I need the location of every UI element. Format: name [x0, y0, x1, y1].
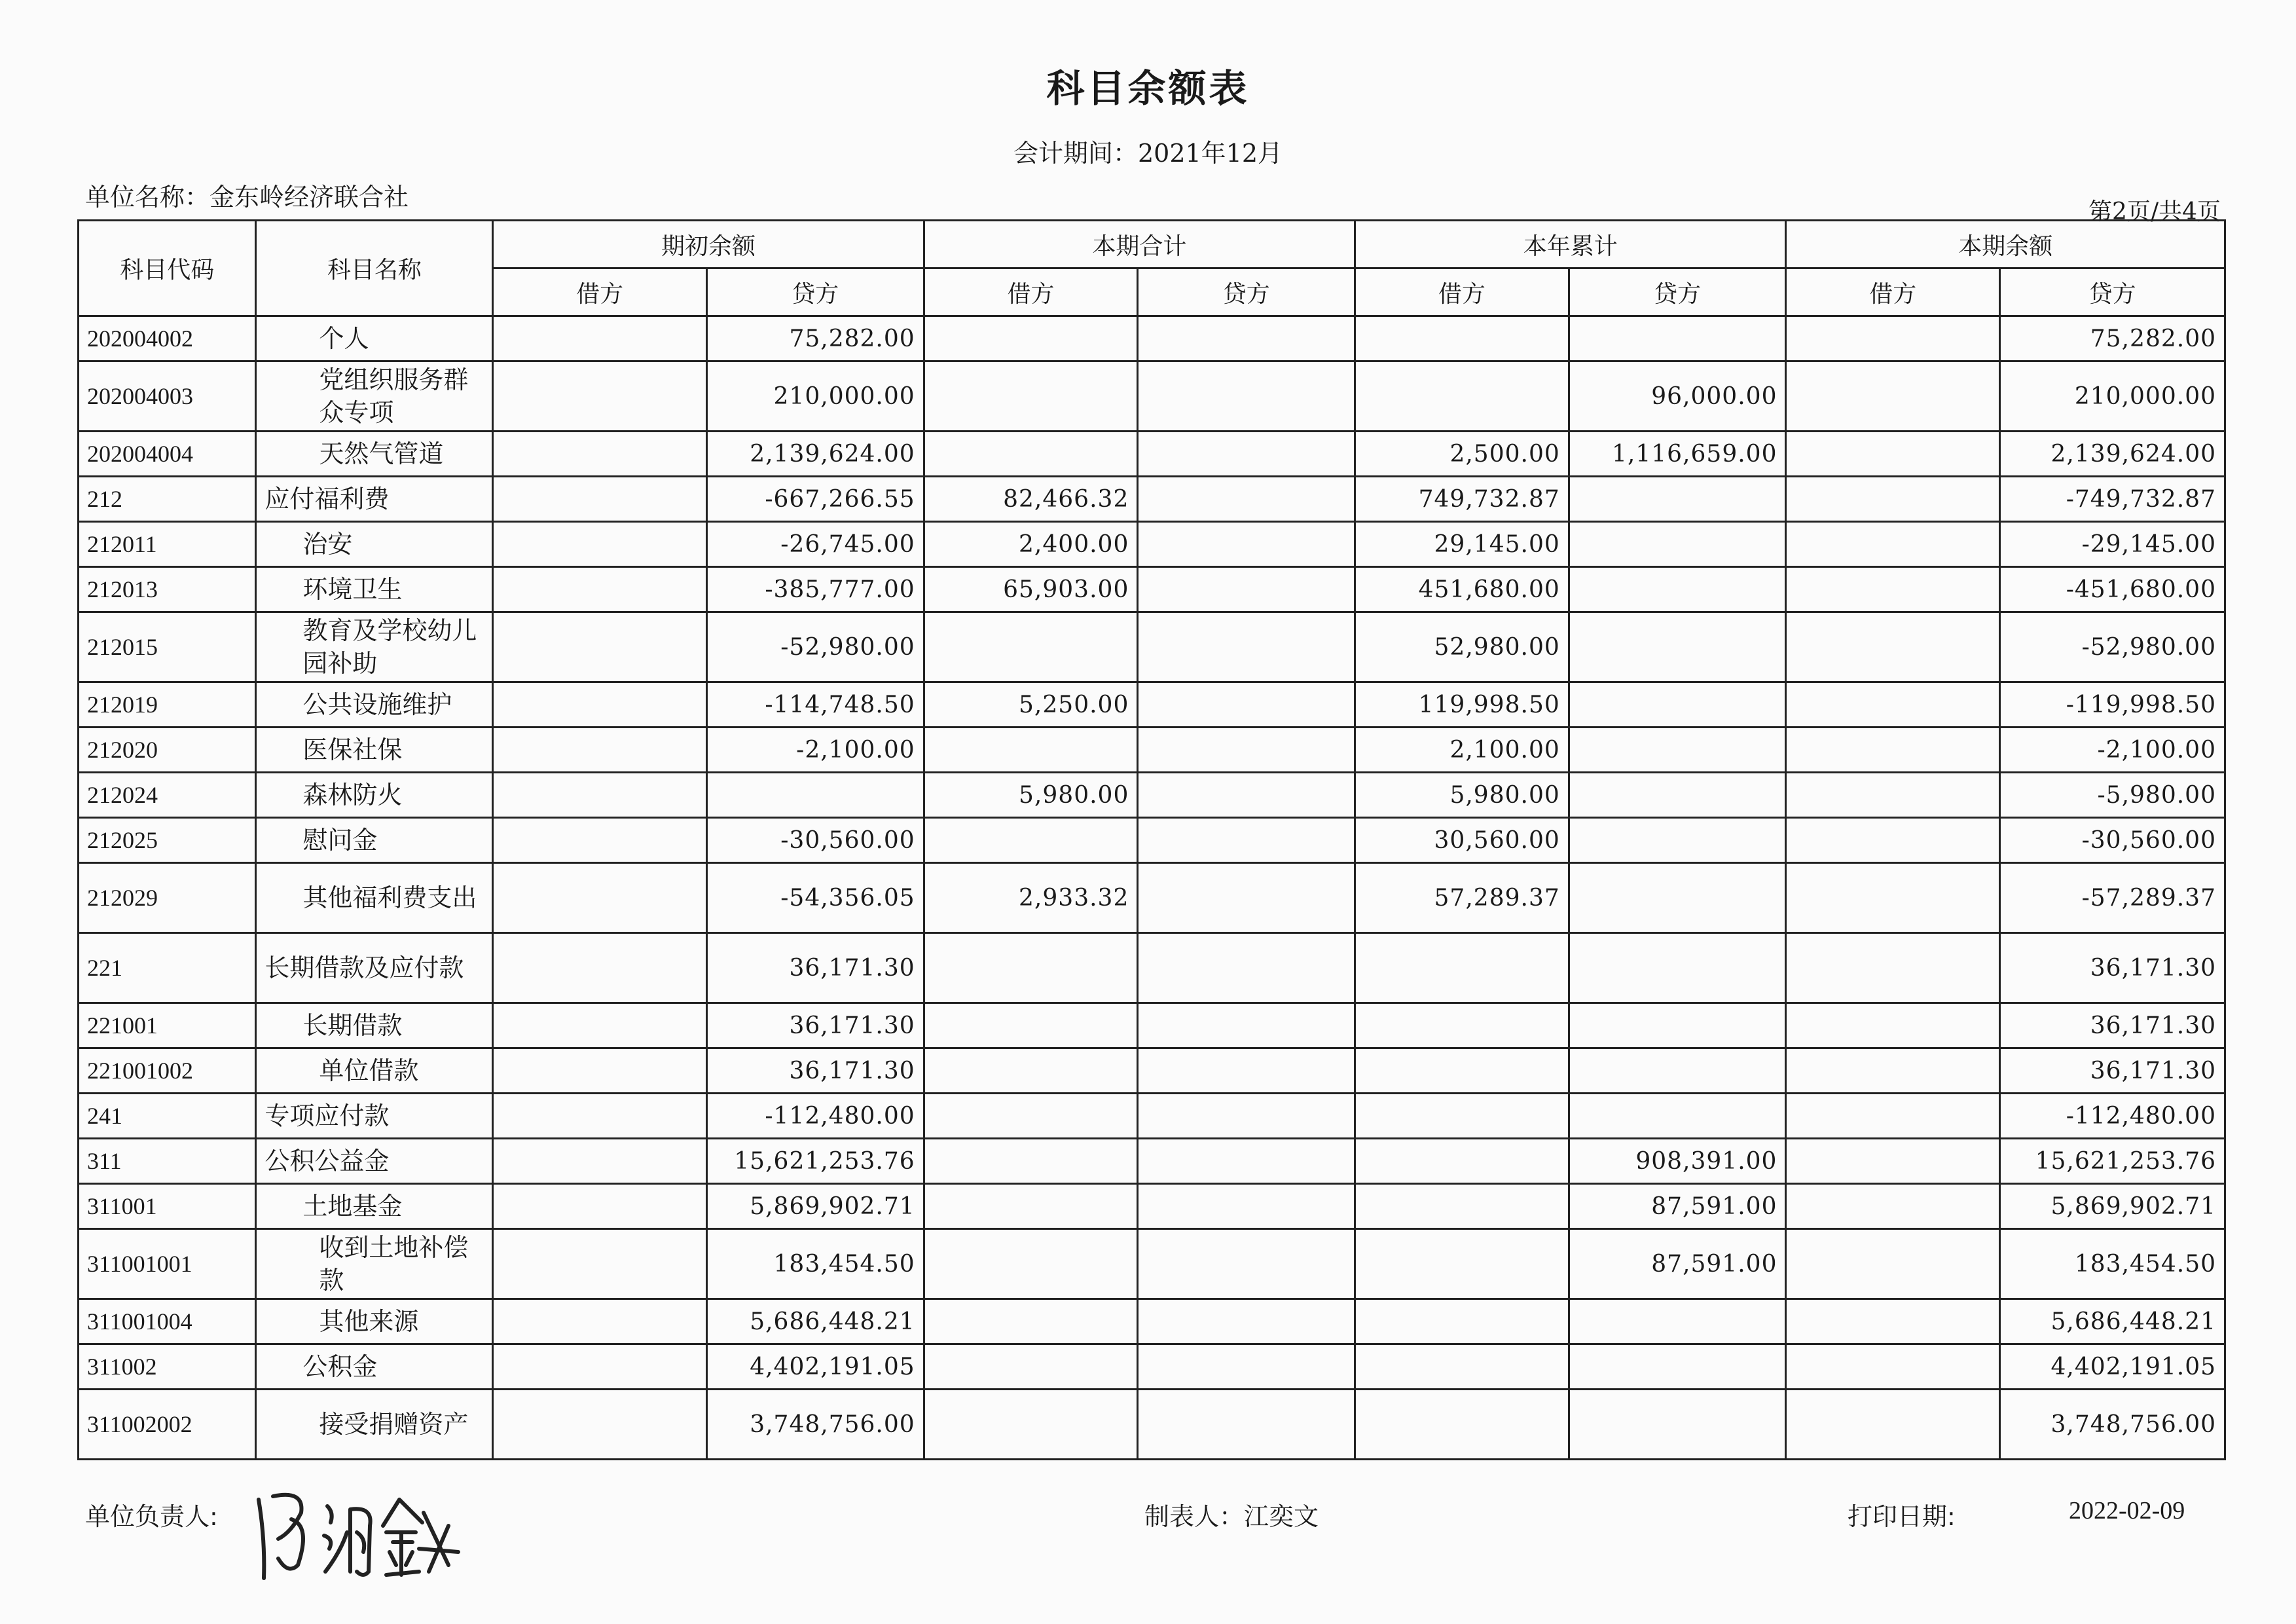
amount-end-dr: [1786, 522, 2000, 567]
table-row: [79, 361, 2225, 432]
amount-ytd-dr: 119,998.50: [1355, 682, 1569, 728]
amount-ytd-cr: 87,591.00: [1569, 1184, 1786, 1229]
amount-per-cr: [1138, 728, 1355, 773]
table-row: [79, 818, 2225, 863]
amount-ytd-cr: [1569, 1390, 1786, 1460]
account-code: 311001001: [79, 1229, 256, 1299]
amount-end-dr: [1786, 1003, 2000, 1048]
amount-open-dr: [493, 522, 707, 567]
amount-open-dr: [493, 1003, 707, 1048]
account-name: 党组织服务群众专项: [256, 361, 493, 432]
account-code: 212029: [79, 863, 256, 933]
amount-open-cr: 2,139,624.00: [706, 432, 924, 477]
amount-end-dr: [1786, 432, 2000, 477]
amount-per-cr: [1138, 773, 1355, 818]
amount-end-dr: [1786, 1048, 2000, 1094]
amount-end-cr: -5,980.00: [2000, 773, 2225, 818]
amount-end-cr: -749,732.87: [2000, 477, 2225, 522]
amount-per-dr: [924, 1390, 1138, 1460]
amount-ytd-cr: [1569, 1048, 1786, 1094]
amount-per-dr: 2,400.00: [924, 522, 1138, 567]
amount-ytd-dr: 5,980.00: [1355, 773, 1569, 818]
amount-per-cr: [1138, 1094, 1355, 1139]
account-name: 其他来源: [256, 1299, 493, 1344]
amount-end-dr: [1786, 477, 2000, 522]
signature-image: [252, 1486, 468, 1585]
table-row: [79, 522, 2225, 567]
account-name: 个人: [256, 316, 493, 361]
amount-end-cr: 3,748,756.00: [2000, 1390, 2225, 1460]
account-code: 221001: [79, 1003, 256, 1048]
amount-end-dr: [1786, 1344, 2000, 1390]
amount-per-cr: [1138, 477, 1355, 522]
account-code: 202004003: [79, 361, 256, 432]
amount-open-cr: -112,480.00: [706, 1094, 924, 1139]
print-date-label: 打印日期:: [1848, 1502, 1956, 1531]
amount-open-dr: [493, 1184, 707, 1229]
amount-open-cr: -2,100.00: [706, 728, 924, 773]
amount-end-dr: [1786, 773, 2000, 818]
amount-ytd-cr: [1569, 1299, 1786, 1344]
account-code: 212015: [79, 612, 256, 682]
amount-per-dr: 5,250.00: [924, 682, 1138, 728]
header-debit: 借方: [924, 268, 1138, 316]
amount-open-cr: -30,560.00: [706, 818, 924, 863]
amount-ytd-cr: [1569, 863, 1786, 933]
amount-open-cr: 3,748,756.00: [706, 1390, 924, 1460]
header-opening-balance: 期初余额: [493, 221, 924, 268]
account-name: 应付福利费: [256, 477, 493, 522]
account-name: 公积金: [256, 1344, 493, 1390]
amount-open-cr: 36,171.30: [706, 1003, 924, 1048]
account-code: 212024: [79, 773, 256, 818]
amount-open-cr: 36,171.30: [706, 1048, 924, 1094]
table-row: [79, 728, 2225, 773]
account-name: 教育及学校幼儿园补助: [256, 612, 493, 682]
table-row: [79, 612, 2225, 682]
amount-open-dr: [493, 863, 707, 933]
amount-ytd-dr: [1355, 933, 1569, 1003]
account-code: 202004002: [79, 316, 256, 361]
amount-per-dr: [924, 1229, 1138, 1299]
amount-end-cr: -29,145.00: [2000, 522, 2225, 567]
amount-ytd-cr: [1569, 728, 1786, 773]
amount-per-cr: [1138, 567, 1355, 612]
amount-ytd-cr: [1569, 1344, 1786, 1390]
amount-open-dr: [493, 477, 707, 522]
manager-label: 单位负责人:: [85, 1502, 218, 1531]
amount-ytd-cr: [1569, 933, 1786, 1003]
amount-ytd-dr: [1355, 1139, 1569, 1184]
header-period-total: 本期合计: [924, 221, 1355, 268]
amount-end-dr: [1786, 863, 2000, 933]
account-code: 202004004: [79, 432, 256, 477]
amount-ytd-cr: [1569, 612, 1786, 682]
amount-end-cr: -112,480.00: [2000, 1094, 2225, 1139]
amount-end-cr: 4,402,191.05: [2000, 1344, 2225, 1390]
report-title: 科目余额表: [1046, 66, 1250, 111]
amount-per-cr: [1138, 1229, 1355, 1299]
amount-open-cr: -54,356.05: [706, 863, 924, 933]
header-debit: 借方: [493, 268, 707, 316]
amount-end-dr: [1786, 612, 2000, 682]
amount-per-dr: [924, 933, 1138, 1003]
header-credit: 贷方: [1569, 268, 1786, 316]
account-name: 天然气管道: [256, 432, 493, 477]
amount-end-cr: 210,000.00: [2000, 361, 2225, 432]
table-row: [79, 682, 2225, 728]
account-name: 治安: [256, 522, 493, 567]
accounting-period: 会计期间：2021年12月: [1013, 139, 1283, 168]
amount-per-dr: 65,903.00: [924, 567, 1138, 612]
amount-ytd-dr: [1355, 1003, 1569, 1048]
amount-ytd-dr: 30,560.00: [1355, 818, 1569, 863]
amount-end-cr: 5,869,902.71: [2000, 1184, 2225, 1229]
amount-open-dr: [493, 933, 707, 1003]
amount-ytd-cr: [1569, 682, 1786, 728]
amount-ytd-cr: [1569, 316, 1786, 361]
amount-per-cr: [1138, 1139, 1355, 1184]
account-code: 212: [79, 477, 256, 522]
header-ytd-total: 本年累计: [1355, 221, 1786, 268]
account-code: 311002002: [79, 1390, 256, 1460]
amount-open-cr: 210,000.00: [706, 361, 924, 432]
amount-ytd-dr: [1355, 1344, 1569, 1390]
amount-ytd-dr: [1355, 1184, 1569, 1229]
amount-per-dr: [924, 1184, 1138, 1229]
header-credit: 贷方: [1138, 268, 1355, 316]
account-code: 311002: [79, 1344, 256, 1390]
account-code: 221001002: [79, 1048, 256, 1094]
header-credit: 贷方: [706, 268, 924, 316]
amount-ytd-cr: 96,000.00: [1569, 361, 1786, 432]
amount-open-dr: [493, 728, 707, 773]
account-name: 森林防火: [256, 773, 493, 818]
amount-per-dr: [924, 432, 1138, 477]
account-name: 收到土地补偿款: [256, 1229, 493, 1299]
account-code: 221: [79, 933, 256, 1003]
amount-end-dr: [1786, 1390, 2000, 1460]
table-row: [79, 773, 2225, 818]
amount-per-cr: [1138, 522, 1355, 567]
amount-end-dr: [1786, 1184, 2000, 1229]
account-code: 212025: [79, 818, 256, 863]
amount-per-cr: [1138, 1299, 1355, 1344]
account-name: 长期借款: [256, 1003, 493, 1048]
amount-per-dr: 2,933.32: [924, 863, 1138, 933]
amount-end-dr: [1786, 933, 2000, 1003]
amount-open-cr: [706, 773, 924, 818]
amount-per-cr: [1138, 933, 1355, 1003]
amount-per-cr: [1138, 1048, 1355, 1094]
account-code: 212013: [79, 567, 256, 612]
amount-ytd-cr: [1569, 567, 1786, 612]
amount-open-dr: [493, 1390, 707, 1460]
amount-open-cr: 5,869,902.71: [706, 1184, 924, 1229]
amount-end-cr: -119,998.50: [2000, 682, 2225, 728]
amount-end-dr: [1786, 728, 2000, 773]
header-credit: 贷方: [2000, 268, 2225, 316]
amount-ytd-dr: 2,100.00: [1355, 728, 1569, 773]
account-code: 212019: [79, 682, 256, 728]
amount-per-dr: [924, 1094, 1138, 1139]
amount-per-dr: [924, 1003, 1138, 1048]
amount-end-cr: 5,686,448.21: [2000, 1299, 2225, 1344]
amount-per-cr: [1138, 432, 1355, 477]
amount-ytd-dr: 451,680.00: [1355, 567, 1569, 612]
amount-end-cr: -451,680.00: [2000, 567, 2225, 612]
header-ending-balance: 本期余额: [1786, 221, 2225, 268]
amount-end-dr: [1786, 316, 2000, 361]
table-row: [79, 567, 2225, 612]
amount-open-cr: -667,266.55: [706, 477, 924, 522]
table-row: [79, 863, 2225, 933]
account-code: 212011: [79, 522, 256, 567]
amount-end-cr: -57,289.37: [2000, 863, 2225, 933]
amount-end-dr: [1786, 818, 2000, 863]
amount-per-cr: [1138, 1003, 1355, 1048]
amount-open-dr: [493, 316, 707, 361]
amount-per-cr: [1138, 682, 1355, 728]
account-name: 慰问金: [256, 818, 493, 863]
amount-end-dr: [1786, 1229, 2000, 1299]
table-row: [79, 432, 2225, 477]
table-row: [79, 316, 2225, 361]
amount-open-cr: 36,171.30: [706, 933, 924, 1003]
account-name: 专项应付款: [256, 1094, 493, 1139]
amount-per-dr: 5,980.00: [924, 773, 1138, 818]
amount-ytd-cr: [1569, 773, 1786, 818]
header-debit: 借方: [1786, 268, 2000, 316]
table-row: [79, 1184, 2225, 1229]
account-code: 212020: [79, 728, 256, 773]
account-code: 311: [79, 1139, 256, 1184]
amount-ytd-dr: [1355, 1229, 1569, 1299]
amount-end-dr: [1786, 567, 2000, 612]
amount-ytd-cr: [1569, 1003, 1786, 1048]
account-name: 其他福利费支出: [256, 863, 493, 933]
amount-open-dr: [493, 1344, 707, 1390]
amount-ytd-dr: [1355, 1094, 1569, 1139]
amount-per-dr: [924, 728, 1138, 773]
amount-end-dr: [1786, 682, 2000, 728]
amount-open-dr: [493, 1139, 707, 1184]
amount-end-cr: 36,171.30: [2000, 933, 2225, 1003]
amount-ytd-dr: [1355, 1299, 1569, 1344]
amount-per-cr: [1138, 1390, 1355, 1460]
amount-open-dr: [493, 1094, 707, 1139]
amount-open-dr: [493, 361, 707, 432]
amount-per-cr: [1138, 361, 1355, 432]
amount-end-dr: [1786, 1094, 2000, 1139]
amount-open-cr: 15,621,253.76: [706, 1139, 924, 1184]
table-row: [79, 933, 2225, 1003]
amount-open-cr: -114,748.50: [706, 682, 924, 728]
amount-end-cr: 183,454.50: [2000, 1229, 2225, 1299]
amount-ytd-dr: 29,145.00: [1355, 522, 1569, 567]
account-name: 公共设施维护: [256, 682, 493, 728]
amount-open-cr: -26,745.00: [706, 522, 924, 567]
amount-per-dr: 82,466.32: [924, 477, 1138, 522]
amount-end-cr: 36,171.30: [2000, 1048, 2225, 1094]
amount-per-dr: [924, 1299, 1138, 1344]
table-row: [79, 1003, 2225, 1048]
amount-open-dr: [493, 1299, 707, 1344]
account-name: 接受捐赠资产: [256, 1390, 493, 1460]
account-name: 环境卫生: [256, 567, 493, 612]
amount-end-dr: [1786, 1139, 2000, 1184]
balance-table: [77, 219, 2226, 1460]
amount-ytd-dr: [1355, 361, 1569, 432]
amount-per-dr: [924, 1048, 1138, 1094]
amount-ytd-cr: [1569, 818, 1786, 863]
amount-per-dr: [924, 1139, 1138, 1184]
amount-per-cr: [1138, 1184, 1355, 1229]
amount-open-dr: [493, 773, 707, 818]
amount-end-cr: -52,980.00: [2000, 612, 2225, 682]
amount-ytd-dr: [1355, 1048, 1569, 1094]
amount-ytd-dr: 52,980.00: [1355, 612, 1569, 682]
amount-open-dr: [493, 612, 707, 682]
amount-ytd-cr: 87,591.00: [1569, 1229, 1786, 1299]
account-code: 311001004: [79, 1299, 256, 1344]
amount-open-dr: [493, 1229, 707, 1299]
header-debit: 借方: [1355, 268, 1569, 316]
unit-name: 单位名称：金东岭经济联合社: [85, 183, 409, 212]
table-row: [79, 1299, 2225, 1344]
amount-open-cr: -385,777.00: [706, 567, 924, 612]
amount-open-cr: 183,454.50: [706, 1229, 924, 1299]
amount-open-dr: [493, 432, 707, 477]
amount-open-cr: 4,402,191.05: [706, 1344, 924, 1390]
amount-ytd-dr: [1355, 316, 1569, 361]
amount-per-cr: [1138, 863, 1355, 933]
amount-end-cr: 15,621,253.76: [2000, 1139, 2225, 1184]
table-row: [79, 1390, 2225, 1460]
amount-per-dr: [924, 1344, 1138, 1390]
account-name: 公积公益金: [256, 1139, 493, 1184]
account-name: 单位借款: [256, 1048, 493, 1094]
amount-per-dr: [924, 818, 1138, 863]
account-code: 311001: [79, 1184, 256, 1229]
amount-per-cr: [1138, 316, 1355, 361]
amount-end-cr: 75,282.00: [2000, 316, 2225, 361]
amount-end-dr: [1786, 1299, 2000, 1344]
amount-per-dr: [924, 612, 1138, 682]
amount-end-cr: 36,171.30: [2000, 1003, 2225, 1048]
amount-ytd-cr: [1569, 1094, 1786, 1139]
print-date: 2022-02-09: [2069, 1497, 2185, 1524]
table-row: [79, 1139, 2225, 1184]
header-name: 科目名称: [256, 221, 493, 316]
amount-open-dr: [493, 567, 707, 612]
amount-ytd-cr: 908,391.00: [1569, 1139, 1786, 1184]
table-row: [79, 477, 2225, 522]
account-name: 长期借款及应付款: [256, 933, 493, 1003]
amount-open-dr: [493, 1048, 707, 1094]
amount-open-cr: 75,282.00: [706, 316, 924, 361]
amount-end-cr: 2,139,624.00: [2000, 432, 2225, 477]
amount-ytd-dr: 57,289.37: [1355, 863, 1569, 933]
amount-per-cr: [1138, 1344, 1355, 1390]
page-number: 第2页/共4页: [2088, 198, 2221, 225]
amount-open-cr: 5,686,448.21: [706, 1299, 924, 1344]
amount-per-cr: [1138, 818, 1355, 863]
amount-ytd-cr: [1569, 477, 1786, 522]
amount-ytd-cr: [1569, 522, 1786, 567]
account-name: 医保社保: [256, 728, 493, 773]
amount-per-cr: [1138, 612, 1355, 682]
header-code: 科目代码: [79, 221, 256, 316]
account-name: 土地基金: [256, 1184, 493, 1229]
table-row: [79, 1344, 2225, 1390]
amount-end-cr: -30,560.00: [2000, 818, 2225, 863]
amount-end-dr: [1786, 361, 2000, 432]
table-row: [79, 1229, 2225, 1299]
manager-signature: [252, 1486, 468, 1587]
amount-ytd-cr: 1,116,659.00: [1569, 432, 1786, 477]
amount-ytd-dr: [1355, 1390, 1569, 1460]
amount-per-dr: [924, 361, 1138, 432]
amount-per-dr: [924, 316, 1138, 361]
preparer: 制表人：江奕文: [1144, 1502, 1319, 1531]
amount-open-cr: -52,980.00: [706, 612, 924, 682]
amount-open-dr: [493, 818, 707, 863]
amount-end-cr: -2,100.00: [2000, 728, 2225, 773]
account-code: 241: [79, 1094, 256, 1139]
amount-ytd-dr: 749,732.87: [1355, 477, 1569, 522]
amount-ytd-dr: 2,500.00: [1355, 432, 1569, 477]
table-row: [79, 1094, 2225, 1139]
amount-open-dr: [493, 682, 707, 728]
table-row: [79, 1048, 2225, 1094]
